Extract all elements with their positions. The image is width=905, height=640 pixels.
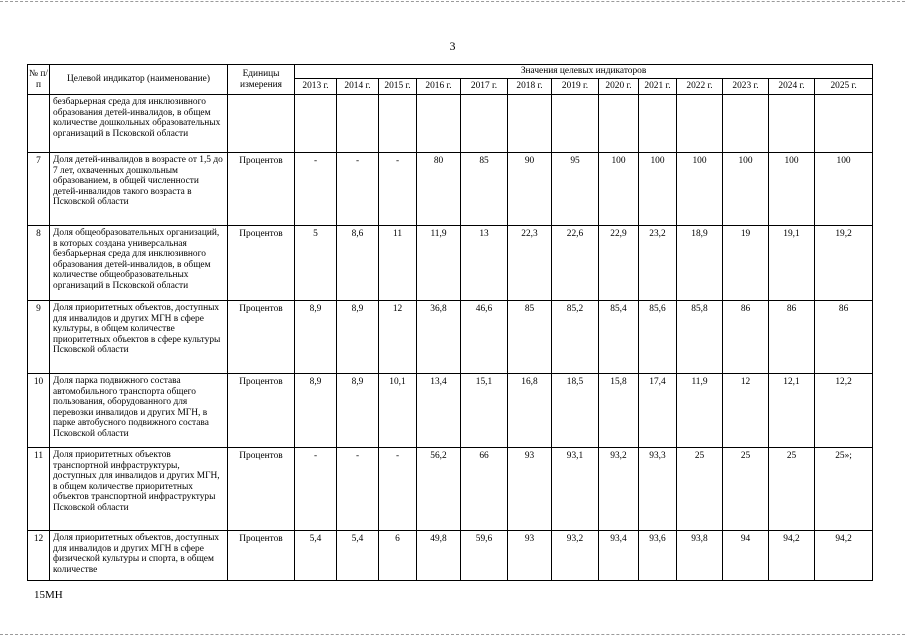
value-cell: 100: [639, 153, 677, 226]
row-number: 10: [28, 374, 50, 448]
value-cell: 15,8: [599, 374, 639, 448]
value-cell: [599, 95, 639, 153]
value-cell: [639, 95, 677, 153]
value-cell: 11,9: [417, 226, 461, 301]
value-cell: -: [379, 448, 417, 531]
value-cell: 100: [599, 153, 639, 226]
table-row: [28, 95, 873, 153]
indicator-name: Доля приоритетных объектов, доступных для инвалидов и других МГН в сфере культуры, в общем количестве приоритетных объектов в сфере культуры Псковской области: [50, 301, 228, 374]
table-row: [28, 226, 873, 301]
value-cell: 12: [723, 374, 769, 448]
value-cell: [677, 95, 723, 153]
value-cell: 66: [461, 448, 508, 531]
value-cell: 17,4: [639, 374, 677, 448]
header-indicator: Целевой индикатор (наименование): [50, 65, 228, 95]
table-row: [28, 301, 873, 374]
table-row: [28, 448, 873, 531]
value-cell: [337, 95, 379, 153]
row-number: 7: [28, 153, 50, 226]
value-cell: 18,9: [677, 226, 723, 301]
value-cell: 86: [769, 301, 815, 374]
row-number: 8: [28, 226, 50, 301]
value-cell: 25: [677, 448, 723, 531]
unit-cell: Процентов: [228, 301, 295, 374]
value-cell: -: [295, 153, 337, 226]
table-body: [28, 95, 873, 581]
value-cell: 100: [723, 153, 769, 226]
value-cell: [552, 95, 599, 153]
year-header: 2013 г.: [295, 79, 337, 95]
value-cell: -: [337, 448, 379, 531]
value-cell: [508, 95, 552, 153]
value-cell: 25»;: [815, 448, 873, 531]
value-cell: 5: [295, 226, 337, 301]
value-cell: 8,9: [337, 374, 379, 448]
indicator-name: Доля приоритетных объектов транспортной инфраструктуры, доступных для инвалидов и других МГН, в общем количестве приоритетных объектов транспортной инфраструктуры Псковской области: [50, 448, 228, 531]
value-cell: 5,4: [295, 531, 337, 581]
value-cell: 19,1: [769, 226, 815, 301]
unit-cell: [228, 95, 295, 153]
table-row: [28, 531, 873, 581]
value-cell: 93,2: [599, 448, 639, 531]
value-cell: 85,4: [599, 301, 639, 374]
indicator-name: Доля общеобразовательных организаций, в которых создана универсальная безбарьерная среда для инклюзивного образования детей-инвалидов, в общем количестве общеобразовательных организаций в Псковской области: [50, 226, 228, 301]
value-cell: 12: [379, 301, 417, 374]
table-row: [28, 374, 873, 448]
indicator-name: безбарьерная среда для инклюзивного образования детей-инвалидов, в общем количестве дошкольных образовательных организаций в Псковской области: [50, 95, 228, 153]
value-cell: 16,8: [508, 374, 552, 448]
row-number: 9: [28, 301, 50, 374]
year-header: 2019 г.: [552, 79, 599, 95]
target-indicators-table: [27, 64, 873, 581]
value-cell: 49,8: [417, 531, 461, 581]
indicator-name: Доля детей-инвалидов в возрасте от 1,5 до 7 лет, охваченных дошкольным образованием, в общей численности детей-инвалидов такого возраста в Псковской области: [50, 153, 228, 226]
value-cell: [769, 95, 815, 153]
value-cell: 90: [508, 153, 552, 226]
value-cell: 8,9: [295, 374, 337, 448]
value-cell: 95: [552, 153, 599, 226]
year-header: 2014 г.: [337, 79, 379, 95]
value-cell: 59,6: [461, 531, 508, 581]
value-cell: 85: [461, 153, 508, 226]
indicator-name: Доля парка подвижного состава автомобильного транспорта общего пользования, оборудованного для перевозки инвалидов и других МГН, в парке автобусного подвижного состава Псковской области: [50, 374, 228, 448]
value-cell: -: [295, 448, 337, 531]
value-cell: 18,5: [552, 374, 599, 448]
value-cell: 15,1: [461, 374, 508, 448]
value-cell: 12,1: [769, 374, 815, 448]
value-cell: 22,3: [508, 226, 552, 301]
year-header: 2025 г.: [815, 79, 873, 95]
value-cell: 6: [379, 531, 417, 581]
value-cell: 25: [769, 448, 815, 531]
indicator-name: Доля приоритетных объектов, доступных для инвалидов и других МГН в сфере физической культуры и спорта, в общем количестве: [50, 531, 228, 581]
value-cell: 93,8: [677, 531, 723, 581]
value-cell: [379, 95, 417, 153]
year-header: 2022 г.: [677, 79, 723, 95]
header-num: № п/п: [28, 65, 50, 95]
row-number: [28, 95, 50, 153]
value-cell: 85,8: [677, 301, 723, 374]
value-cell: 11: [379, 226, 417, 301]
value-cell: [295, 95, 337, 153]
value-cell: 12,2: [815, 374, 873, 448]
table-row: [28, 153, 873, 226]
value-cell: 94,2: [769, 531, 815, 581]
value-cell: 8,6: [337, 226, 379, 301]
value-cell: 93,4: [599, 531, 639, 581]
value-cell: 5,4: [337, 531, 379, 581]
value-cell: 86: [723, 301, 769, 374]
value-cell: 8,9: [337, 301, 379, 374]
unit-cell: Процентов: [228, 374, 295, 448]
value-cell: 93,2: [552, 531, 599, 581]
year-header: 2021 г.: [639, 79, 677, 95]
scan-bottom-edge: [0, 634, 905, 635]
unit-cell: Процентов: [228, 153, 295, 226]
value-cell: 10,1: [379, 374, 417, 448]
value-cell: 85,6: [639, 301, 677, 374]
value-cell: 13,4: [417, 374, 461, 448]
year-header: 2016 г.: [417, 79, 461, 95]
page-number: 3: [449, 39, 456, 53]
value-cell: 25: [723, 448, 769, 531]
value-cell: 46,6: [461, 301, 508, 374]
value-cell: -: [379, 153, 417, 226]
value-cell: -: [337, 153, 379, 226]
value-cell: 85: [508, 301, 552, 374]
value-cell: 93: [508, 531, 552, 581]
value-cell: 93: [508, 448, 552, 531]
value-cell: 23,2: [639, 226, 677, 301]
value-cell: 22,9: [599, 226, 639, 301]
value-cell: [461, 95, 508, 153]
year-header: 2017 г.: [461, 79, 508, 95]
value-cell: 100: [769, 153, 815, 226]
row-number: 12: [28, 531, 50, 581]
value-cell: 93,3: [639, 448, 677, 531]
value-cell: 56,2: [417, 448, 461, 531]
value-cell: 93,1: [552, 448, 599, 531]
value-cell: 100: [677, 153, 723, 226]
value-cell: [723, 95, 769, 153]
value-cell: 36,8: [417, 301, 461, 374]
value-cell: 93,6: [639, 531, 677, 581]
value-cell: 22,6: [552, 226, 599, 301]
unit-cell: Процентов: [228, 448, 295, 531]
value-cell: 13: [461, 226, 508, 301]
year-header: 2018 г.: [508, 79, 552, 95]
value-cell: 94,2: [815, 531, 873, 581]
value-cell: 8,9: [295, 301, 337, 374]
value-cell: 19: [723, 226, 769, 301]
footer-code: 15МН: [34, 589, 63, 601]
header-values: Значения целевых индикаторов: [295, 65, 873, 79]
year-header: 2015 г.: [379, 79, 417, 95]
value-cell: 85,2: [552, 301, 599, 374]
value-cell: [417, 95, 461, 153]
year-header: 2023 г.: [723, 79, 769, 95]
unit-cell: Процентов: [228, 226, 295, 301]
value-cell: 11,9: [677, 374, 723, 448]
year-header: 2024 г.: [769, 79, 815, 95]
unit-cell: Процентов: [228, 531, 295, 581]
row-number: 11: [28, 448, 50, 531]
value-cell: 86: [815, 301, 873, 374]
value-cell: 80: [417, 153, 461, 226]
value-cell: 19,2: [815, 226, 873, 301]
value-cell: 100: [815, 153, 873, 226]
header-unit: Единицы измерения: [228, 65, 295, 95]
year-header: 2020 г.: [599, 79, 639, 95]
value-cell: [815, 95, 873, 153]
value-cell: 94: [723, 531, 769, 581]
scan-top-edge: [0, 1, 905, 2]
